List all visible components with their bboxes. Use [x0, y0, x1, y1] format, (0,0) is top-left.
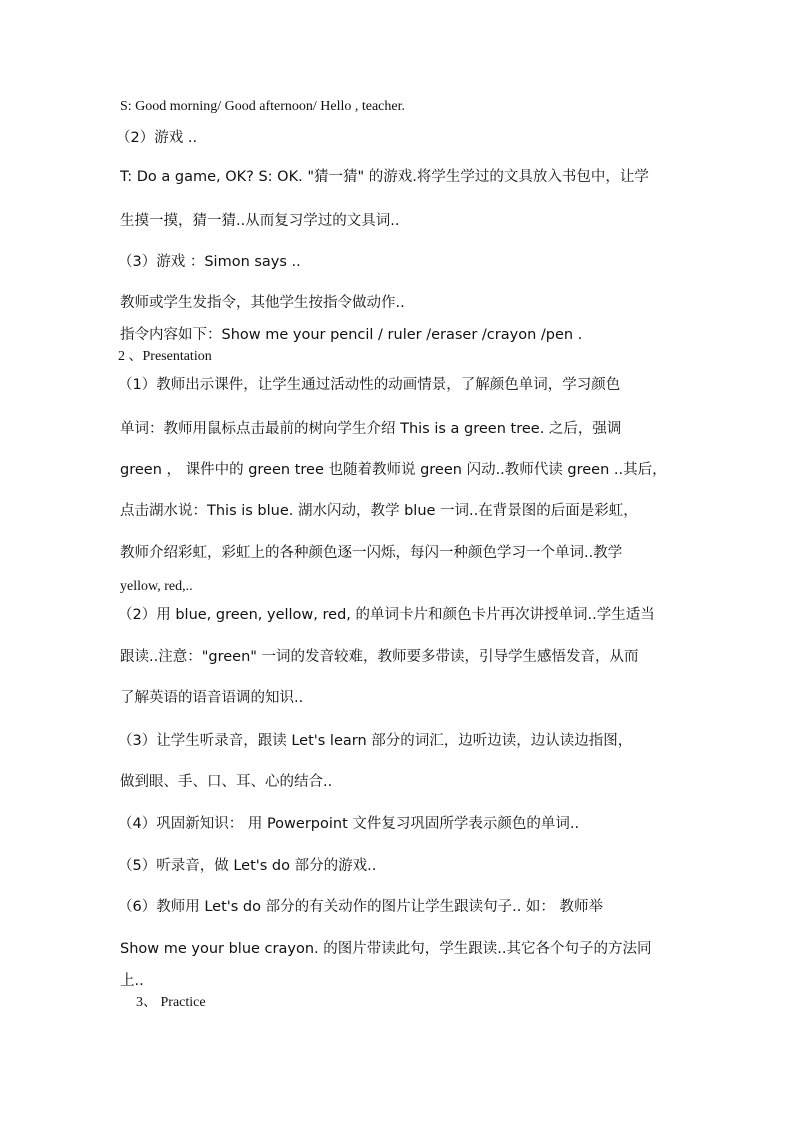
text-line: 跟读..注意："green" 一词的发音较难，教师要多带读，引导学生感悟发音，从而 [120, 649, 639, 665]
text-line: 教师或学生发指令，其他学生按指令做动作.. [120, 295, 405, 311]
text-line: （3）让学生听录音，跟读 Let's learn 部分的词汇，边听边读，边认读边指图， [118, 733, 633, 749]
text-line: （4）巩固新知识： 用 Powerpoint 文件复习巩固所学表示颜色的单词.. [118, 816, 580, 832]
text-line: 指令内容如下：Show me your pencil / ruler /eraser /crayon /pen . [120, 327, 583, 343]
text-line: （2）用 blue, green, yellow, red, 的单词卡片和颜色卡片再次讲授单词..学生适当 [118, 607, 655, 623]
text-line: 生摸一摸，猜一猜..从而复习学过的文具词.. [120, 213, 400, 229]
text-line: （3）游戏 ：Simon says .. [118, 254, 301, 270]
text-line: T: Do a game, OK? S: OK. "猜一猜" 的游戏.将学生学过的文具放入书包中，让学 [120, 169, 649, 185]
text-line: 点击湖水说：This is blue. 湖水闪动，教学 blue 一词..在背景图的后面是彩虹， [120, 503, 638, 519]
text-line: Show me your blue crayon. 的图片带读此句，学生跟读..其它各个句子的方法同 [120, 941, 652, 957]
text-line: yellow, red,.. [120, 579, 193, 594]
text-line: 了解英语的语音语调的知识.. [120, 690, 304, 706]
text-line: （2）游戏 .. [116, 130, 198, 146]
text-line: green ， 课件中的 green tree 也随着教师说 green 闪动..教师代读 green ..其后， [120, 462, 667, 478]
text-line: 教师介绍彩虹，彩虹上的各种颜色逐一闪烁，每闪一种颜色学习一个单词..教学 [120, 545, 623, 561]
text-line: S: Good morning/ Good afternoon/ Hello , teacher. [120, 99, 405, 114]
text-line: （1）教师出示课件，让学生通过活动性的动画情景，了解颜色单词，学习颜色 [118, 377, 621, 393]
text-line: （6）教师用 Let's do 部分的有关动作的图片让学生跟读句子.. 如： 教师举 [118, 899, 604, 915]
text-line: 上.. [120, 973, 144, 989]
text-line: 做到眼、手、口、耳、心的结合.. [120, 774, 333, 790]
text-line: （5）听录音，做 Let's do 部分的游戏.. [118, 858, 377, 874]
text-line: 单词：教师用鼠标点击最前的树向学生介绍 This is a green tree. 之后，强调 [120, 421, 622, 437]
text-line: 2 、Presentation [118, 349, 212, 364]
text-line: 3、 Practice [136, 995, 206, 1010]
